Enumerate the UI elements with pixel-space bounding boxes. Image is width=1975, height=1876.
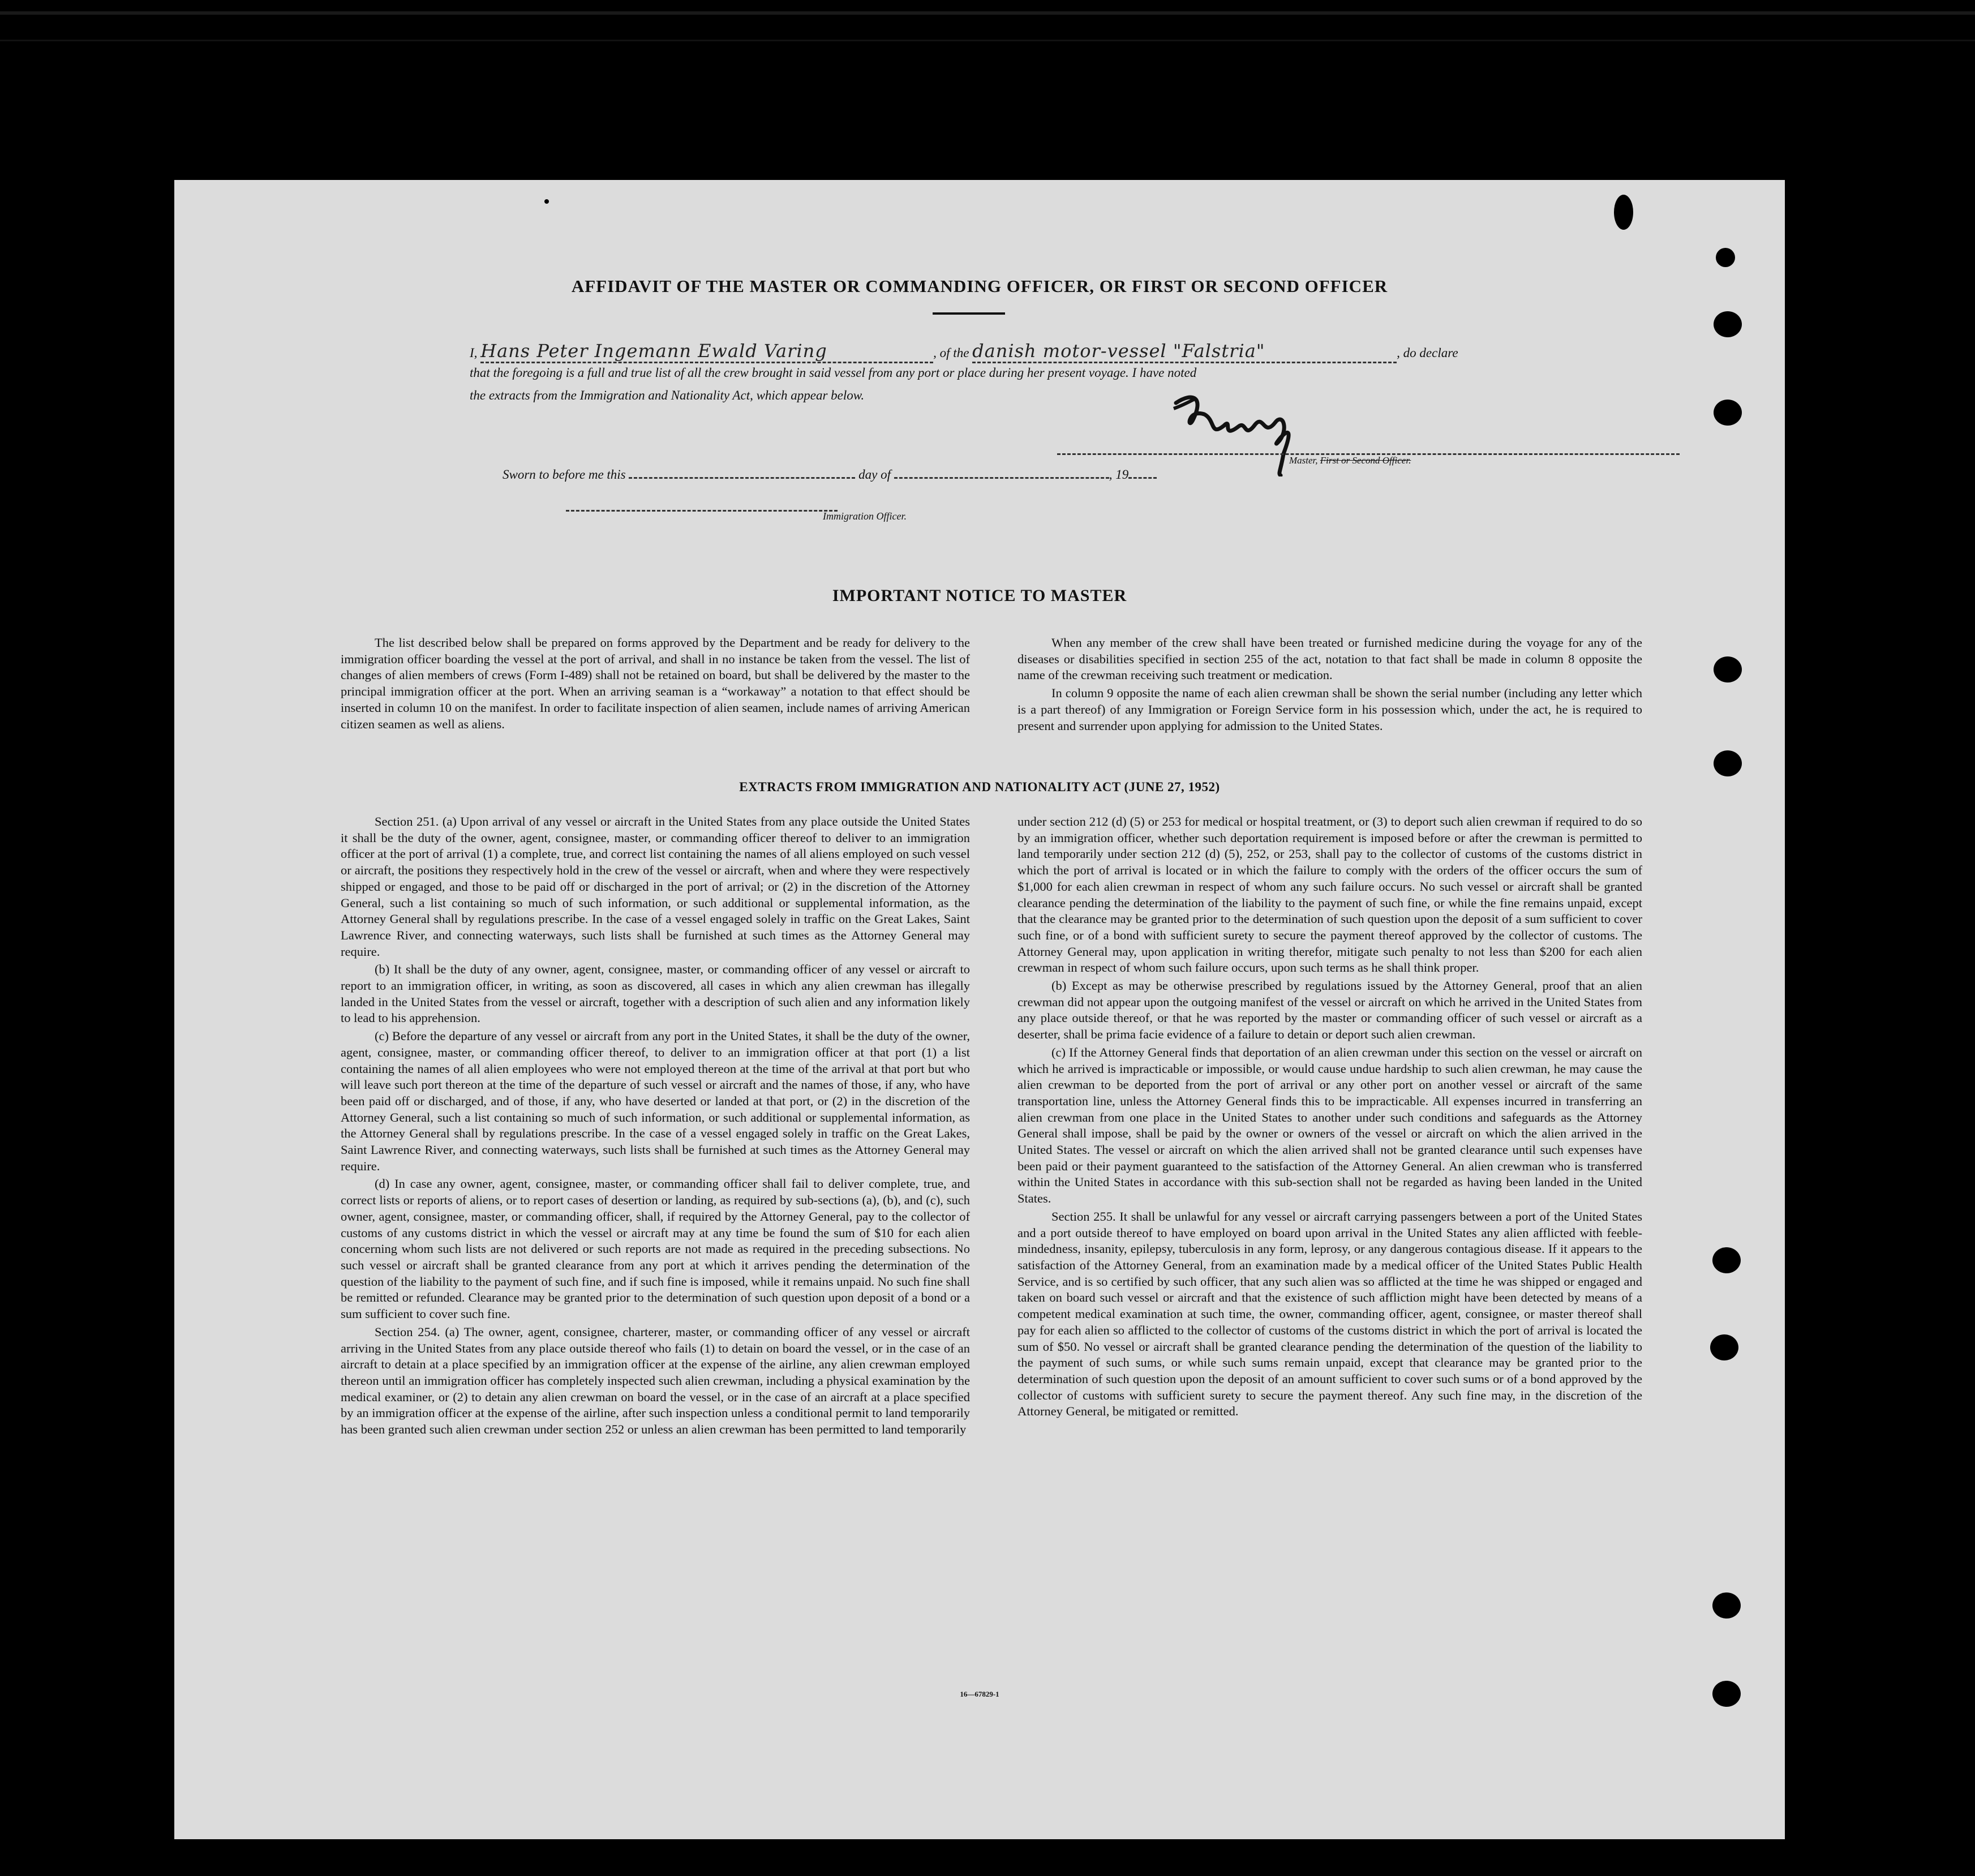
punch-hole (1712, 1592, 1741, 1619)
scan-border-noise (0, 11, 1975, 15)
punch-hole (1710, 1334, 1738, 1360)
ink-speck (544, 199, 549, 204)
extract-left-paragraph: Section 254. (a) The owner, agent, consignee, charterer, master, or commanding officer of any vessel or aircraft arriving in the United States from any place outside thereof who fails (1) to detain on board the vessel, or in the case of an aircraft to detain at a place specified by an immigration officer at the expense of the airline, any alien crewman employed thereon until an immigration officer has completely inspected such alien crewman, including a physical examination by the medical examiner, or (2) to detain any alien crewman on board the vessel, or in the case of an aircraft at a place specified by an immigration officer at the expense of the airline, after such inspection unless a conditional permit to land temporarily has been granted such alien crewman under section 252 or unless an alien crewman has been permitted to land temporarily (341, 1324, 970, 1437)
vessel-name-handwritten: danish motor-vessel "Falstria" (972, 340, 1265, 362)
extract-right-paragraph: (b) Except as may be otherwise prescribed by regulations issued by the Attorney General, proof that an alien crewman did not appear upon the outgoing manifest of the vessel or aircraft on which he arrived in the United States from any place outside thereof, or that he was reported by the master or commanding officer of such vessel or aircraft as a deserter, shall be prima facie evidence of a failure to detain or deport such alien crewman. (1017, 978, 1642, 1042)
sworn-year-field (1128, 477, 1157, 479)
extract-right-paragraph: (c) If the Attorney General finds that deportation of an alien crewman under this section on the vessel or aircraft on which he arrived is impracticable or impossible, or would cause undue hardship to such alien crewman, he may cause the alien crewman to be deported from the port of arrival or any other port on another vessel or aircraft of the same transportation line, unless the Attorney General finds this to be impracticable. All expenses incurred in transferring an alien crewman from one place in the United States to another under such conditions and safeguards as the Attorney General shall impose, shall be paid by the owner or owners of the vessel or aircraft on which the alien arrived in the United States. The vessel or aircraft on which the alien arrived shall not be granted clearance until such expenses have been paid or their payment guaranteed to the satisfaction of the Attorney General. An alien crewman who is transferred within the United States in accordance with this sub-section shall not be regarded as having been landed in the United States. (1017, 1045, 1642, 1206)
declaration-line-2: that the foregoing is a full and true list of all the crew brought in said vessel from any port or place during her present voyage. I have noted (470, 366, 1197, 380)
extract-left-paragraph: (d) In case any owner, agent, consignee, master, or commanding officer shall fail to deliver complete, true, and correct lists or reports of aliens, or to report cases of desertion or landing, as required by sub-sections (a), (b), and (c), such owner, agent, consignee, master, or commanding officer, shall, if required by the Attorney General, pay to the collector of customs of any customs district in which the vessel or aircraft may at any time be found the sum of $10 for each alien concerning whom such lists are not delivered or such reports are not made as required in the preceding subsections. No such vessel or aircraft shall be granted clearance from any port at which it arrives pending the determination of the question of the liability to the payment of such fine, and if such fine is imposed, while it remains unpaid. No such fine shall be remitted or refunded. Clearance may be granted prior to the determination of such question upon deposit of a bond or a sum sufficient to cover such fine. (341, 1177, 970, 1321)
punch-hole (1714, 750, 1742, 776)
punch-hole (1714, 311, 1742, 337)
master-label: Master, (1289, 455, 1318, 466)
do-declare-label: , do declare (1397, 346, 1458, 360)
scan-border-noise (0, 40, 1975, 41)
title-rule (933, 312, 1005, 315)
of-the-label: , of the (933, 346, 969, 360)
officer-label-struck: First or Second Officer. (1320, 455, 1411, 466)
extracts-right-column (1017, 814, 1642, 1422)
notice-left-column (341, 635, 970, 734)
extract-left-paragraph: (c) Before the departure of any vessel or aircraft from any port in the United States, it shall be the duty of the owner, agent, consignee, master, or commanding officer thereof, to deliver to an immigration officer at that port (1) a list containing the names of all alien employees who were not employed thereon at the time of the arrival at that port but who will leave such port thereon at the time of the departure of such vessel or aircraft and the names of those, if any, who have been paid off or discharged, and of those, if any, who have deserted or landed at that port, or (2) in the discretion of the Attorney General, such a list containing so much of such information, or such additional or supplemental information, as the Attorney General shall by regulations prescribe. In the case of a vessel engaged solely in traffic on the Great Lakes, Saint Lawrence River, and connecting waterways, such lists shall be furnished at such times as the Attorney General may require. (341, 1029, 970, 1173)
year-prefix: , 19 (1109, 467, 1129, 482)
extract-right-paragraph: under section 212 (d) (5) or 253 for medical or hospital treatment, or (3) to deport such alien crewman if required to do so by an immigration officer, whether such deportation requirement is imposed before or after the crewman is permitted to land temporarily under section 212 (d) (5), 252, or 253, shall pay to the collector of customs of the customs district in which the port of arrival is located or in which the failure to comply with the orders of the officer occurs the sum of $1,000 for each alien crewman in respect of whom any such failure occurs. No such vessel or aircraft shall be granted clearance pending the determination of the liability to the payment of such fine, or while the fine remains unpaid, except that the clearance may be granted prior to the determination of such question upon the deposit of a sum sufficient to cover such fine, or of a bond with sufficient surety to secure the payment thereof approved by the collector of customs. The Attorney General may, upon application in writing therefor, mitigate such penalty to not less than $200 for each alien crewman in respect of whom such failure occurs, upon such terms as he shall think proper. (1017, 814, 1642, 975)
extracts-left-column (341, 814, 970, 1440)
notice-left-paragraph: The list described below shall be prepared on forms approved by the Department and be ready for delivery to the immigration officer boarding the vessel at the port of arrival, and shall in no instance be taken from the vessel. The list of changes of alien members of crews (Form I-489) shall not be retained on board, but shall be delivered by the master to the principal immigration officer at the port. When an arriving seaman is a “workaway” a notation to that effect should be inserted in column 10 on the manifest. In order to facilitate inspection of alien seamen, include names of arriving American citizen seamen as well as aliens. (341, 636, 970, 731)
vessel-name-field (972, 340, 1397, 363)
declaration-line-1 (470, 340, 1684, 363)
punch-hole (1712, 1247, 1741, 1273)
master-name-field (480, 340, 933, 363)
i-label: I, (470, 346, 478, 360)
immigration-officer-label: Immigration Officer. (823, 510, 907, 522)
extract-right-paragraph: Section 255. It shall be unlawful for any vessel or aircraft carrying passengers between a port of the United States and a port outside thereof to have employed on board upon arrival in the United States any alien afflicted with feeble-mindedness, insanity, epilepsy, tuberculosis in any form, leprosy, or any dangerous contagious disease. If it appears to the satisfaction of the Attorney General, from an examination made by a medical officer of the United States Public Health Service, and is so certified by such officer, that any such alien was so afflicted at the time he was shipped or engaged and taken on board such vessel or aircraft and that the existence of such affliction might have been detected by means of a competent medical examination at such time, the owner, commanding officer, agent, consignee, or master thereof shall pay for each alien so afflicted to the collector of customs of the customs district in which the port of arrival is located the sum of $50. No vessel or aircraft shall be granted clearance pending the determination of the question of the liability to the payment of such sums, or while such sums remain unpaid, except that clearance may be granted prior to the determination of such question upon the deposit of an amount sufficient to cover such sums or of a bond approved by the collector of customs with sufficient surety to secure the payment thereof. Any such fine may, in the discretion of the Attorney General, be mitigated or remitted. (1017, 1209, 1642, 1419)
punch-hole (1614, 195, 1633, 230)
declaration-line-3: the extracts from the Immigration and Nationality Act, which appear below. (470, 388, 865, 402)
extracts-title: EXTRACTS FROM IMMIGRATION AND NATIONALITY ACT (JUNE 27, 1952) (739, 780, 1220, 794)
punch-hole (1714, 400, 1742, 426)
notice-right-column (1017, 635, 1642, 736)
sworn-line (503, 467, 1717, 482)
form-number: 16—67829-1 (960, 1690, 999, 1698)
punch-hole (1716, 248, 1735, 267)
document-page (174, 180, 1785, 1839)
master-name-handwritten: Hans Peter Ingemann Ewald Varing (480, 340, 827, 362)
notice-title: IMPORTANT NOTICE TO MASTER (832, 586, 1127, 605)
sworn-month-field (894, 477, 1109, 479)
day-of-label: day of (858, 467, 891, 482)
officer-signature-line (566, 500, 849, 515)
sworn-label: Sworn to before me this (503, 467, 626, 482)
sworn-day-field (629, 477, 855, 479)
affidavit-title: AFFIDAVIT OF THE MASTER OR COMMANDING OFFICER, OR FIRST OR SECOND OFFICER (571, 276, 1388, 296)
extract-left-paragraph: Section 251. (a) Upon arrival of any vessel or aircraft in the United States from any place outside the United States it shall be the duty of the owner, agent, consignee, master, or commanding officer thereof to deliver to an immigration officer at the port of arrival (1) a complete, true, and correct list containing the names of all aliens employed on such vessel or aircraft, the positions they respectively hold in the crew of the vessel or aircraft, when and where they were respectively shipped or engaged, and those to be paid off or discharged in the port of arrival; or (2) in the discretion of the Attorney General, such a list containing so much of such information, or such additional or supplemental information, as the Attorney General shall by regulations prescribe. In the case of a vessel engaged solely in traffic on the Great Lakes, Saint Lawrence River, and connecting waterways, such lists shall be furnished at such times as the Attorney General may require. (341, 814, 970, 959)
punch-hole (1714, 656, 1742, 682)
extract-left-paragraph: (b) It shall be the duty of any owner, agent, consignee, master, or commanding officer of any vessel or aircraft to report to an immigration officer, in writing, as soon as discovered, all cases in which any alien crewman has illegally landed in the United States from the vessel or aircraft, together with a description of such alien and any information likely to lead to his apprehension. (341, 962, 970, 1025)
notice-right-paragraph-1: When any member of the crew shall have been treated or furnished medicine during the voyage for any of the diseases or disabilities specified in section 255 of the act, notation to that fact shall be made in column 8 opposite the name of the crewman receiving such treatment or medication. (1017, 636, 1642, 682)
master-label-row (1289, 455, 1685, 466)
notice-right-paragraph-2: In column 9 opposite the name of each alien crewman shall be shown the serial number (including any letter which is a part thereof) of any Immigration or Foreign Service form in his possession which, under the act, he is required to present and surrender upon applying for admission to the United States. (1017, 686, 1642, 733)
officer-dashes (566, 510, 838, 512)
